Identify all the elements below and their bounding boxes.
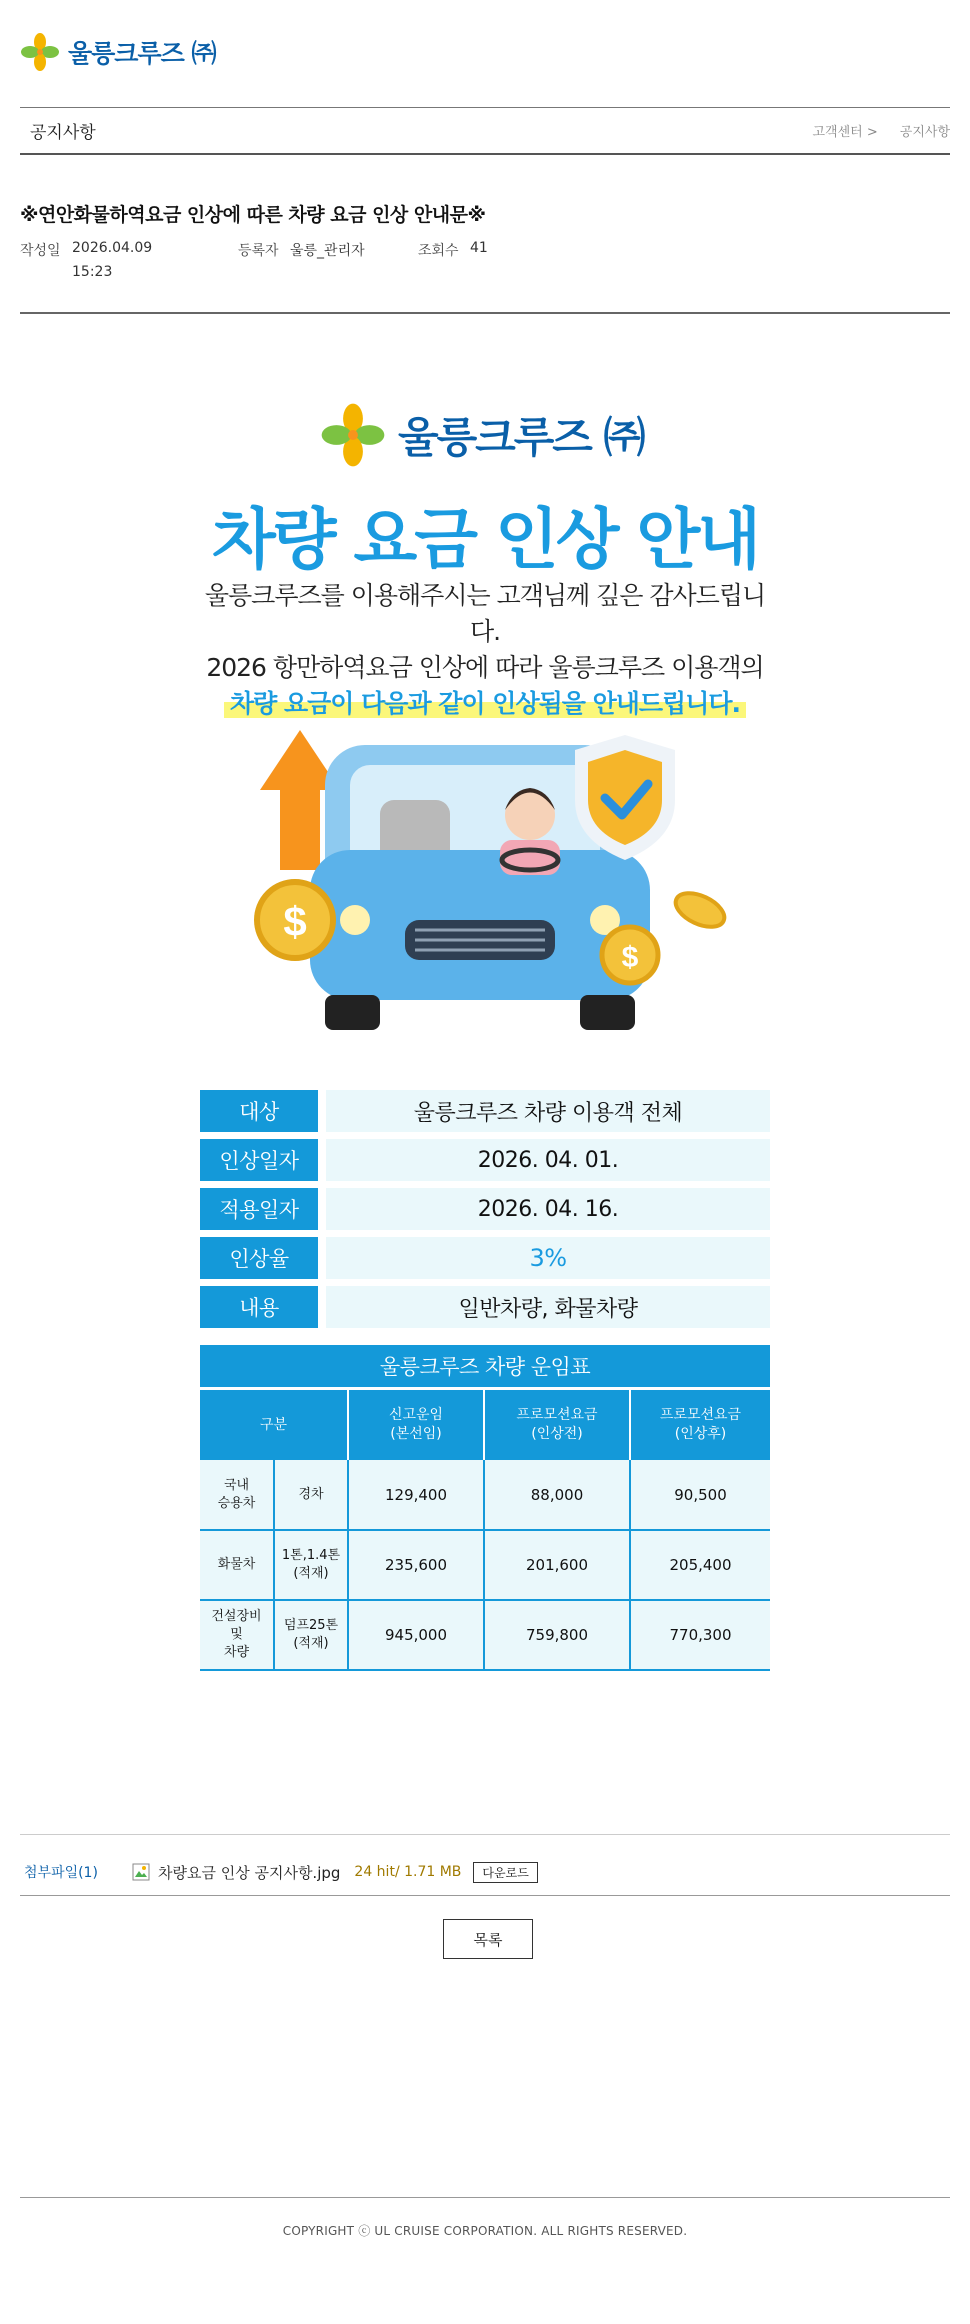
row-declared-fare: 945,000 [348,1600,484,1670]
header-promo-before: 프로모션요금 (인상전) [484,1390,630,1460]
header-declared-fare: 신고운임 (본선임) [348,1390,484,1460]
footer-copyright: COPYRIGHT ⓒ UL CRUISE CORPORATION. ALL RIGHTS RESERVED. [282,2224,688,2238]
board-title-bar [20,107,950,155]
svg-text:$: $ [621,941,639,974]
row-promo-before: 201,600 [484,1530,630,1600]
table-row [200,1600,770,1670]
svg-text:$: $ [283,898,307,945]
date-label: 작성일 [20,243,61,259]
info-row-target [200,1090,770,1132]
breadcrumb [813,121,951,140]
post-time: 15:23 [72,264,113,280]
info-key: 적용일자 [200,1188,318,1230]
post-divider [20,312,950,314]
dollar-coin-icon [602,927,658,983]
row-subcategory: 1톤,1.4톤 (적재) [274,1530,348,1600]
row-promo-after: 90,500 [630,1460,770,1530]
info-row-content [200,1286,770,1328]
notice-info-list [200,1090,770,1335]
row-category: 화물차 [200,1530,274,1600]
info-value: 2026. 04. 16. [326,1188,770,1230]
row-declared-fare: 235,600 [348,1530,484,1600]
notice-logo-text: 울릉크루즈 ㈜ [398,413,644,462]
row-promo-after: 205,400 [630,1530,770,1600]
site-logo[interactable] [20,32,215,72]
row-promo-before: 88,000 [484,1460,630,1530]
header-promo-after: 프로모션요금 (인상후) [630,1390,770,1460]
image-file-icon [132,1863,150,1881]
notice-logo [320,400,643,470]
row-promo-before: 759,800 [484,1600,630,1670]
attachment-divider-top [20,1834,950,1835]
table-row [200,1530,770,1600]
attachment-file-link[interactable]: 차량요금 인상 공지사항.jpg [158,1863,341,1882]
info-key: 내용 [200,1286,318,1328]
header-category: 구분 [200,1390,348,1460]
dollar-coin-icon [257,882,333,958]
info-value: 울릉크루즈 차량 이용객 전체 [326,1090,770,1132]
row-category: 건설장비 및 차량 [200,1600,274,1670]
post-author: 울릉_관리자 [290,243,365,259]
lead-highlight: 차량 요금이 다음과 같이 인상됨을 안내드립니다. [224,689,746,718]
info-row-raise-date [200,1139,770,1181]
fare-table [200,1390,770,1671]
list-button[interactable]: 목록 [443,1919,533,1959]
car-price-illustration [230,720,740,1050]
row-subcategory: 덤프25톤 (적재) [274,1600,348,1670]
lead-line-1: 울릉크루즈를 이용해주시는 고객님께 깊은 감사드립니다. [204,581,766,646]
fare-table-header [200,1390,770,1460]
info-row-rate [200,1237,770,1279]
row-category: 국내 승용차 [200,1460,274,1530]
views-label: 조회수 [418,243,459,259]
attachment-label: 첨부파일(1) [24,1865,98,1881]
info-value: 2026. 04. 01. [326,1139,770,1181]
row-subcategory: 경차 [274,1460,348,1530]
info-key: 인상일자 [200,1139,318,1181]
notice-image [200,400,770,1680]
notice-lead [200,578,770,722]
clover-logo-icon [20,32,60,72]
breadcrumb-notice[interactable]: 공지사항 [899,125,950,140]
download-button[interactable]: 다운로드 [473,1862,537,1883]
attachment-divider-bottom [20,1895,950,1896]
fare-table-title: 울릉크루즈 차량 운임표 [200,1345,770,1387]
site-header [20,28,950,76]
post-title: ※연안화물하역요금 인상에 따른 차량 요금 인상 안내문※ [20,204,486,226]
info-value: 일반차량, 화물차량 [326,1286,770,1328]
row-declared-fare: 129,400 [348,1460,484,1530]
clover-logo-icon [320,402,386,468]
post-views: 41 [470,240,488,256]
lead-line-2: 2026 항만하역요금 인상에 따라 울릉크루즈 이용객의 [206,653,764,682]
info-key: 대상 [200,1090,318,1132]
info-row-apply-date [200,1188,770,1230]
notice-headline: 차량 요금 인상 안내 [212,501,758,578]
logo-text: 울릉크루즈 ㈜ [68,39,216,68]
table-row [200,1460,770,1530]
attachment-file-meta: 24 hit/ 1.71 MB [354,1864,462,1880]
footer-divider [20,2197,950,2198]
author-label: 등록자 [238,243,279,259]
post-date: 2026.04.09 [72,240,153,256]
info-value: 3% [326,1237,770,1279]
coin-icon [671,886,730,933]
row-promo-after: 770,300 [630,1600,770,1670]
breadcrumb-customer-center[interactable]: 고객센터 > [812,125,878,140]
info-key: 인상율 [200,1237,318,1279]
board-title: 공지사항 [30,123,96,143]
attachment-row [20,1858,950,1886]
